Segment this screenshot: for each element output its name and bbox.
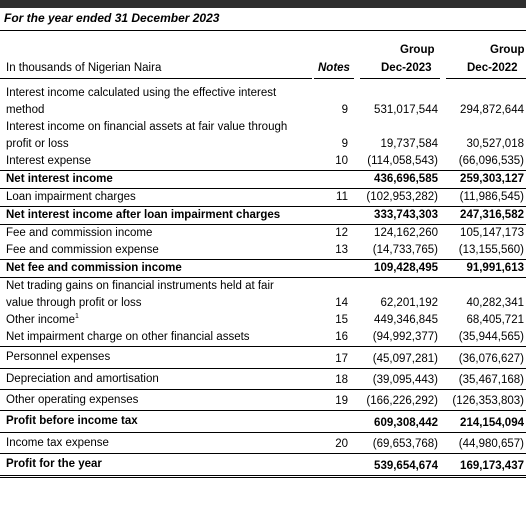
row-value-2023: (94,992,377) <box>350 329 440 347</box>
row-note <box>300 260 350 278</box>
table-row <box>0 433 526 454</box>
row-value-2022: (66,096,535) <box>440 153 526 171</box>
row-value-2022: 259,303,127 <box>440 171 526 189</box>
row-note: 19 <box>300 390 350 411</box>
footnote-marker: 1 <box>75 313 79 321</box>
row-value-2022: (11,986,545) <box>440 189 526 207</box>
table-row-total <box>0 454 526 477</box>
row-value-2022: 40,282,341 <box>466 297 524 309</box>
table-row <box>0 189 526 207</box>
col-2022-group: Group <box>490 44 525 56</box>
row-value-2023: (14,733,765) <box>350 242 440 260</box>
table-row <box>0 153 526 171</box>
col-2022-date: Dec-2022 <box>467 62 518 74</box>
row-value-2023: (69,653,768) <box>350 433 440 454</box>
row-value-2022: (44,980,657) <box>440 433 526 454</box>
row-label: Interest expense <box>0 153 300 171</box>
row-note <box>300 454 350 477</box>
header-rule-2023 <box>360 78 440 79</box>
row-value-2023: 436,696,585 <box>350 171 440 189</box>
statement-period: For the year ended 31 December 2023 <box>4 11 220 25</box>
row-value-2022: 247,316,582 <box>440 207 526 225</box>
row-label: Net interest income <box>0 171 300 189</box>
row-value-2023: (114,058,543) <box>350 153 440 171</box>
row-value-2022: 214,154,094 <box>440 411 526 433</box>
row-value-2022: 68,405,721 <box>466 314 524 326</box>
row-label: Profit for the year <box>0 454 300 477</box>
table-row <box>0 242 526 260</box>
row-label: Fee and commission income <box>6 227 153 239</box>
header-rule-label <box>0 78 312 79</box>
row-label: Income tax expense <box>0 433 300 454</box>
row-label: Net fee and commission income <box>0 260 300 278</box>
row-note <box>300 171 350 189</box>
table-row <box>0 278 526 313</box>
row-note: 18 <box>300 369 350 390</box>
row-value-2023: 609,308,442 <box>350 411 440 433</box>
top-border <box>0 0 526 8</box>
row-note <box>300 207 350 225</box>
notes-header: Notes <box>318 62 350 74</box>
table-row <box>0 347 526 369</box>
row-value-2023: (45,097,281) <box>350 347 440 369</box>
row-label-text: Other income <box>6 314 76 326</box>
row-value-2023: 539,654,674 <box>350 454 440 477</box>
table-row <box>0 119 526 153</box>
row-note: 14 <box>335 297 348 309</box>
row-value-2022: (35,467,168) <box>440 369 526 390</box>
row-note: 11 <box>300 189 350 207</box>
row-note: 9 <box>341 104 348 116</box>
row-label: Personnel expenses <box>0 347 300 369</box>
row-value-2023: 333,743,303 <box>350 207 440 225</box>
row-value-2022: 105,147,173 <box>460 227 524 239</box>
income-statement-table <box>0 85 526 478</box>
row-note: 17 <box>300 347 350 369</box>
table-row <box>0 312 526 329</box>
row-value-2022: 294,872,644 <box>460 104 524 116</box>
row-value-2022: (126,353,803) <box>440 390 526 411</box>
row-label: Interest income on financial assets at fair value through profit or loss <box>6 121 288 150</box>
row-label: Other operating expenses <box>0 390 300 411</box>
table-row-subtotal <box>0 411 526 433</box>
table-row <box>0 225 526 243</box>
row-label: Interest income calculated using the effective interest method <box>6 87 277 116</box>
units-label: In thousands of Nigerian Naira <box>6 62 162 74</box>
row-label: Net impairment charge on other financial assets <box>0 329 300 347</box>
row-note: 10 <box>300 153 350 171</box>
row-value-2022: 169,173,437 <box>440 454 526 477</box>
row-note: 20 <box>300 433 350 454</box>
row-value-2023: (166,226,292) <box>350 390 440 411</box>
row-note <box>300 411 350 433</box>
table-row <box>0 369 526 390</box>
row-label: Depreciation and amortisation <box>0 369 300 390</box>
row-value-2022: (36,076,627) <box>440 347 526 369</box>
table-row <box>0 85 526 119</box>
table-row <box>0 390 526 411</box>
row-label: Loan impairment charges <box>0 189 300 207</box>
row-note: 15 <box>335 314 348 326</box>
row-note: 16 <box>300 329 350 347</box>
col-2023-date: Dec-2023 <box>381 62 432 74</box>
table-row <box>0 329 526 347</box>
row-value-2023: 109,428,495 <box>350 260 440 278</box>
period-divider <box>0 30 526 31</box>
row-note: 12 <box>335 227 348 239</box>
row-label: Net interest income after loan impairment charges <box>0 207 300 225</box>
col-2023-group: Group <box>400 44 435 56</box>
table-row-subtotal <box>0 171 526 189</box>
row-value-2023: 62,201,192 <box>380 297 438 309</box>
row-value-2023: (39,095,443) <box>350 369 440 390</box>
header-rule-2022 <box>446 78 526 79</box>
header-rule-notes <box>314 78 354 79</box>
table-row-subtotal <box>0 207 526 225</box>
row-value-2023: 449,346,845 <box>374 314 438 326</box>
row-value-2022: (35,944,565) <box>440 329 526 347</box>
row-value-2022: 91,991,613 <box>440 260 526 278</box>
row-label: Fee and commission expense <box>0 242 300 260</box>
row-value-2022: 30,527,018 <box>466 138 524 150</box>
table-row-subtotal <box>0 260 526 278</box>
row-label <box>0 312 300 329</box>
row-value-2023: 124,162,260 <box>374 227 438 239</box>
row-value-2023: (102,953,282) <box>350 189 440 207</box>
row-note: 9 <box>341 138 348 150</box>
row-value-2022: (13,155,560) <box>440 242 526 260</box>
row-label: Net trading gains on financial instruments held at fair value through profit or loss <box>6 280 274 309</box>
row-value-2023: 19,737,584 <box>380 138 438 150</box>
row-note: 13 <box>300 242 350 260</box>
row-label: Profit before income tax <box>0 411 300 433</box>
row-value-2023: 531,017,544 <box>374 104 438 116</box>
